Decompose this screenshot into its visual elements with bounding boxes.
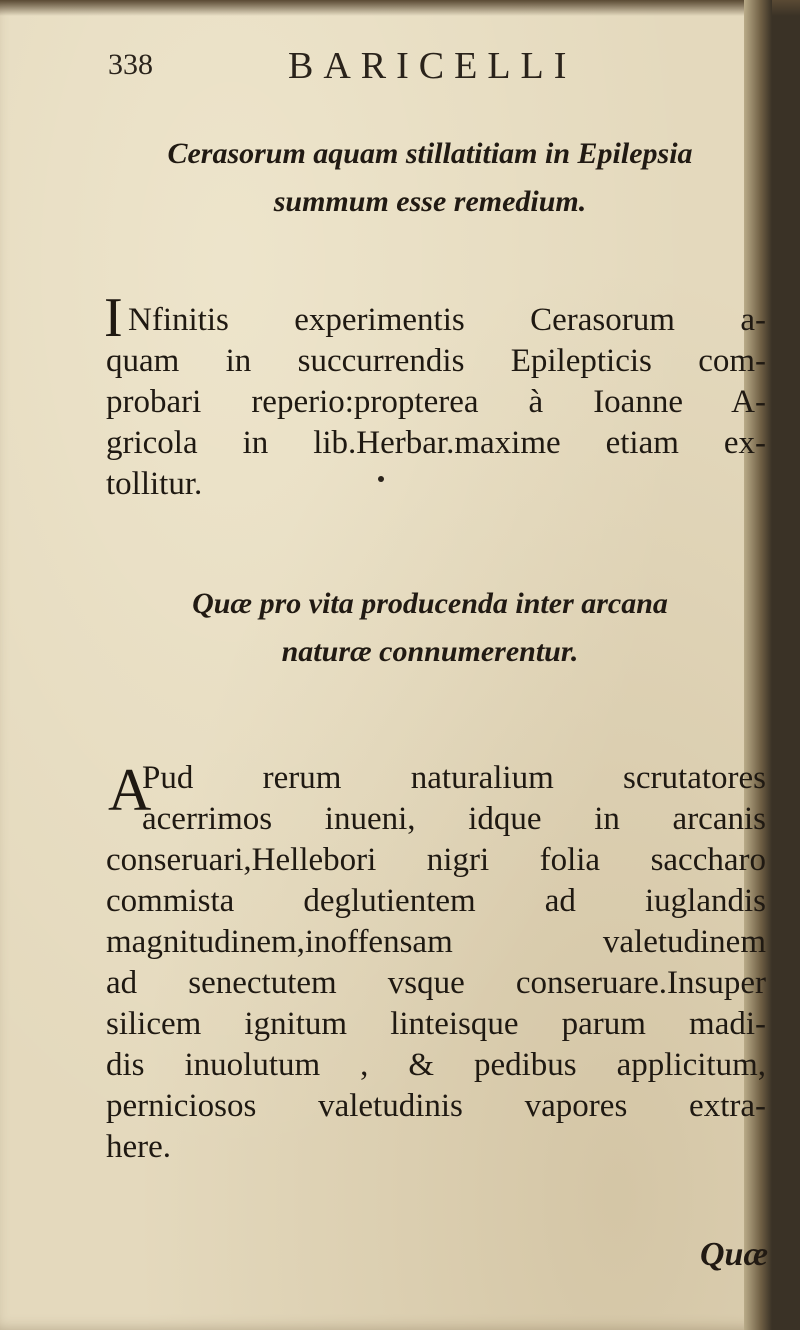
text-line: magnitudinem,inoffensam valetudinem [106, 924, 766, 960]
text-line: here. [106, 1129, 172, 1165]
text-line: gricola in lib.Herbar.maxime etiam ex- [106, 425, 766, 461]
drop-initial-i: I [104, 287, 123, 349]
text-line: dis inuolutum , & pedibus applicitum, [106, 1047, 766, 1083]
text-line: ad senectutem vsque conseruare.Insuper [106, 965, 766, 1001]
heading-line: Quæ pro vita producenda inter arcana [192, 587, 668, 620]
heading-line: summum esse remedium. [273, 185, 587, 218]
heading-line: Cerasorum aquam stillatitiam in Epilepsia [167, 137, 693, 170]
paragraph-vita [106, 758, 766, 1168]
text-line: Nfinitis experimentis Cerasorum a- [128, 302, 766, 338]
section-heading-vita [100, 580, 760, 676]
text-line: probari reperio:propterea à Ioanne A- [106, 384, 766, 420]
section-heading-cerasorum [100, 130, 760, 226]
text-line: tollitur. [106, 466, 203, 502]
text-line: quam in succurrendis Epilepticis com- [106, 343, 766, 379]
page-header [108, 40, 668, 90]
drop-initial-a: A [108, 757, 152, 823]
heading-line: naturæ connumerentur. [281, 635, 579, 668]
text-line: perniciosos valetudinis vapores extra- [106, 1088, 766, 1124]
catchword: Quæ [700, 1236, 769, 1273]
text-line: commista deglutientem ad iuglandis [106, 883, 766, 919]
text-line: acerrimos inueni, idque in arcanis [142, 801, 766, 837]
ink-dot [378, 476, 384, 482]
page-number: 338 [108, 48, 153, 81]
text-line: conseruari,Hellebori nigri folia saccharo [106, 842, 766, 878]
page-top-edge [0, 0, 800, 16]
paragraph-cerasorum [106, 300, 766, 505]
text-line: Pud rerum naturalium scrutatores [142, 760, 766, 796]
running-head: BARICELLI [288, 45, 577, 87]
text-line: silicem ignitum linteisque parum madi- [106, 1006, 766, 1042]
